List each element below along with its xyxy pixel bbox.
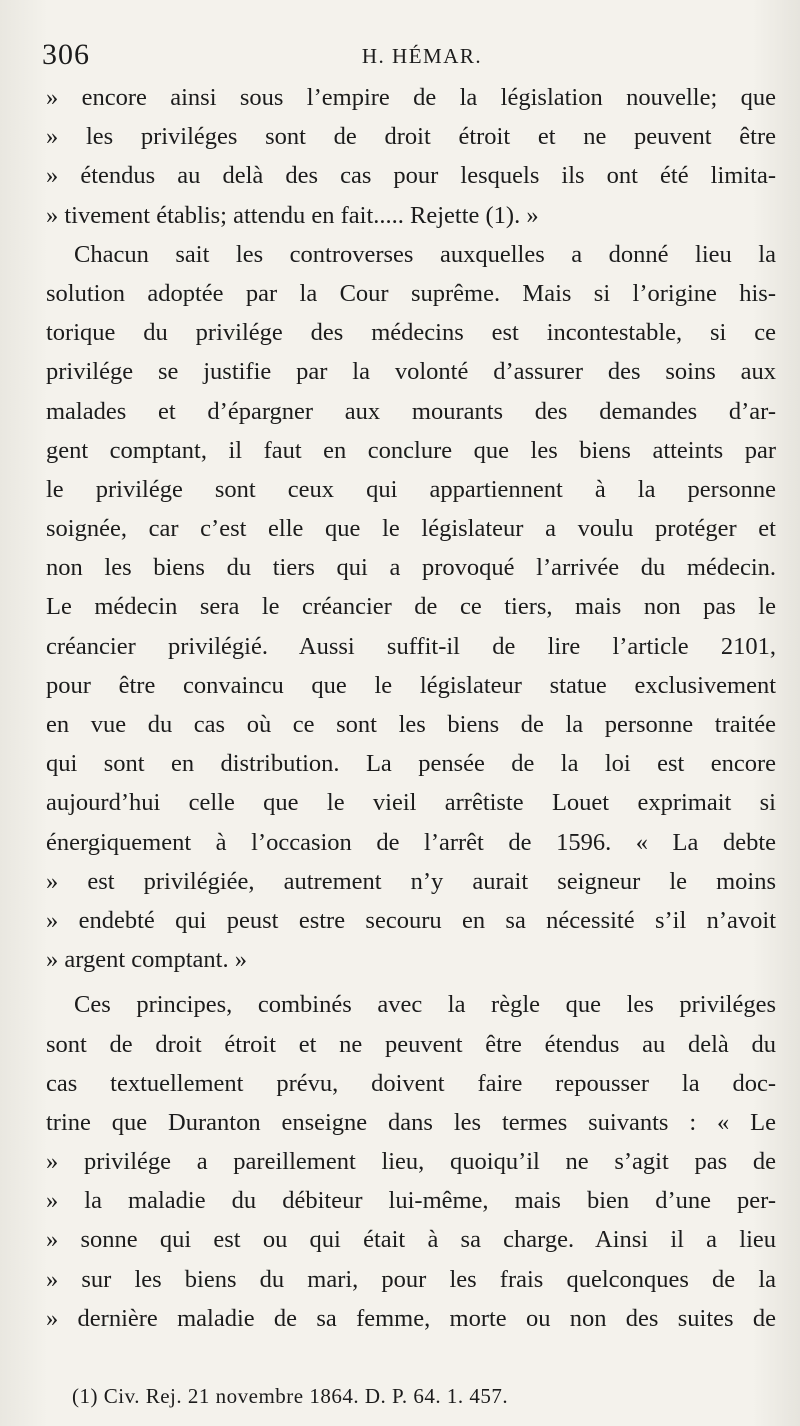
text-line: » la maladie du débiteur lui-même, mais bien d’une per- bbox=[46, 1187, 776, 1215]
text-line: sont de droit étroit et ne peuvent être étendus au delà du bbox=[46, 1030, 776, 1058]
text-line: pour être convaincu que le législateur statue exclusivement bbox=[46, 671, 776, 699]
paragraph bbox=[46, 78, 776, 235]
text-line: » sur les biens du mari, pour les frais quelconques de la bbox=[46, 1265, 776, 1293]
running-head: H. HÉMAR. bbox=[361, 44, 483, 68]
text-line: gent comptant, il faut en conclure que les biens atteints par bbox=[46, 436, 776, 464]
text-line: » sonne qui est ou qui était à sa charge. Ainsi il a lieu bbox=[46, 1226, 776, 1254]
text-line: Le médecin sera le créancier de ce tiers, mais non pas le bbox=[46, 593, 776, 621]
text-line: » argent comptant. » bbox=[46, 946, 247, 974]
text-line: » endebté qui peust estre secouru en sa nécessité s’il n’avoit bbox=[46, 906, 776, 934]
text-line: créancier privilégié. Aussi suffit-il de lire l’article 2101, bbox=[46, 632, 776, 660]
paragraph bbox=[46, 985, 776, 1338]
body-text bbox=[46, 78, 776, 1338]
text-line: torique du privilége des médecins est incontestable, si ce bbox=[46, 319, 776, 347]
text-line: Ces principes, combinés avec la règle que les priviléges bbox=[74, 991, 776, 1019]
text-line: le privilége sont ceux qui appartiennent à la personne bbox=[46, 475, 776, 503]
text-line: malades et d’épargner aux mourants des demandes d’ar- bbox=[46, 397, 776, 425]
text-line: énergiquement à l’occasion de l’arrêt de 1596. « La debte bbox=[46, 828, 776, 856]
page-header bbox=[42, 38, 762, 78]
text-line: solution adoptée par la Cour suprême. Mais si l’origine his- bbox=[46, 279, 776, 307]
text-line: » tivement établis; attendu en fait..... Rejette (1). » bbox=[46, 201, 539, 229]
text-line: » privilége a pareillement lieu, quoiqu’il ne s’agit pas de bbox=[46, 1148, 776, 1176]
text-line: trine que Duranton enseigne dans les termes suivants : « Le bbox=[46, 1108, 776, 1136]
text-line: Chacun sait les controverses auxquelles a donné lieu la bbox=[74, 240, 776, 268]
text-line: soignée, car c’est elle que le législateur a voulu protéger et bbox=[46, 515, 776, 543]
footnote: (1) Civ. Rej. 21 novembre 1864. D. P. 64. 1. 457. bbox=[72, 1384, 509, 1408]
text-line: en vue du cas où ce sont les biens de la personne traitée bbox=[46, 711, 776, 738]
text-line: » est privilégiée, autrement n’y aurait seigneur le moins bbox=[46, 867, 776, 895]
text-line: aujourd’hui celle que le vieil arrêtiste Louet exprimait si bbox=[46, 789, 776, 817]
paragraph bbox=[46, 235, 776, 980]
text-line: cas textuellement prévu, doivent faire repousser la doc- bbox=[46, 1069, 776, 1097]
text-line: » les priviléges sont de droit étroit et ne peuvent être bbox=[46, 123, 776, 151]
text-line: privilége se justifie par la volonté d’assurer des soins aux bbox=[46, 358, 776, 386]
page-number: 306 bbox=[42, 38, 90, 71]
text-line: » encore ainsi sous l’empire de la législation nouvelle; que bbox=[46, 84, 776, 111]
text-line: » dernière maladie de sa femme, morte ou non des suites de bbox=[46, 1304, 776, 1332]
text-line: » étendus au delà des cas pour lesquels ils ont été limita- bbox=[46, 162, 776, 190]
text-line: qui sont en distribution. La pensée de la loi est encore bbox=[46, 750, 776, 778]
text-line: non les biens du tiers qui a provoqué l’arrivée du médecin. bbox=[46, 554, 776, 582]
